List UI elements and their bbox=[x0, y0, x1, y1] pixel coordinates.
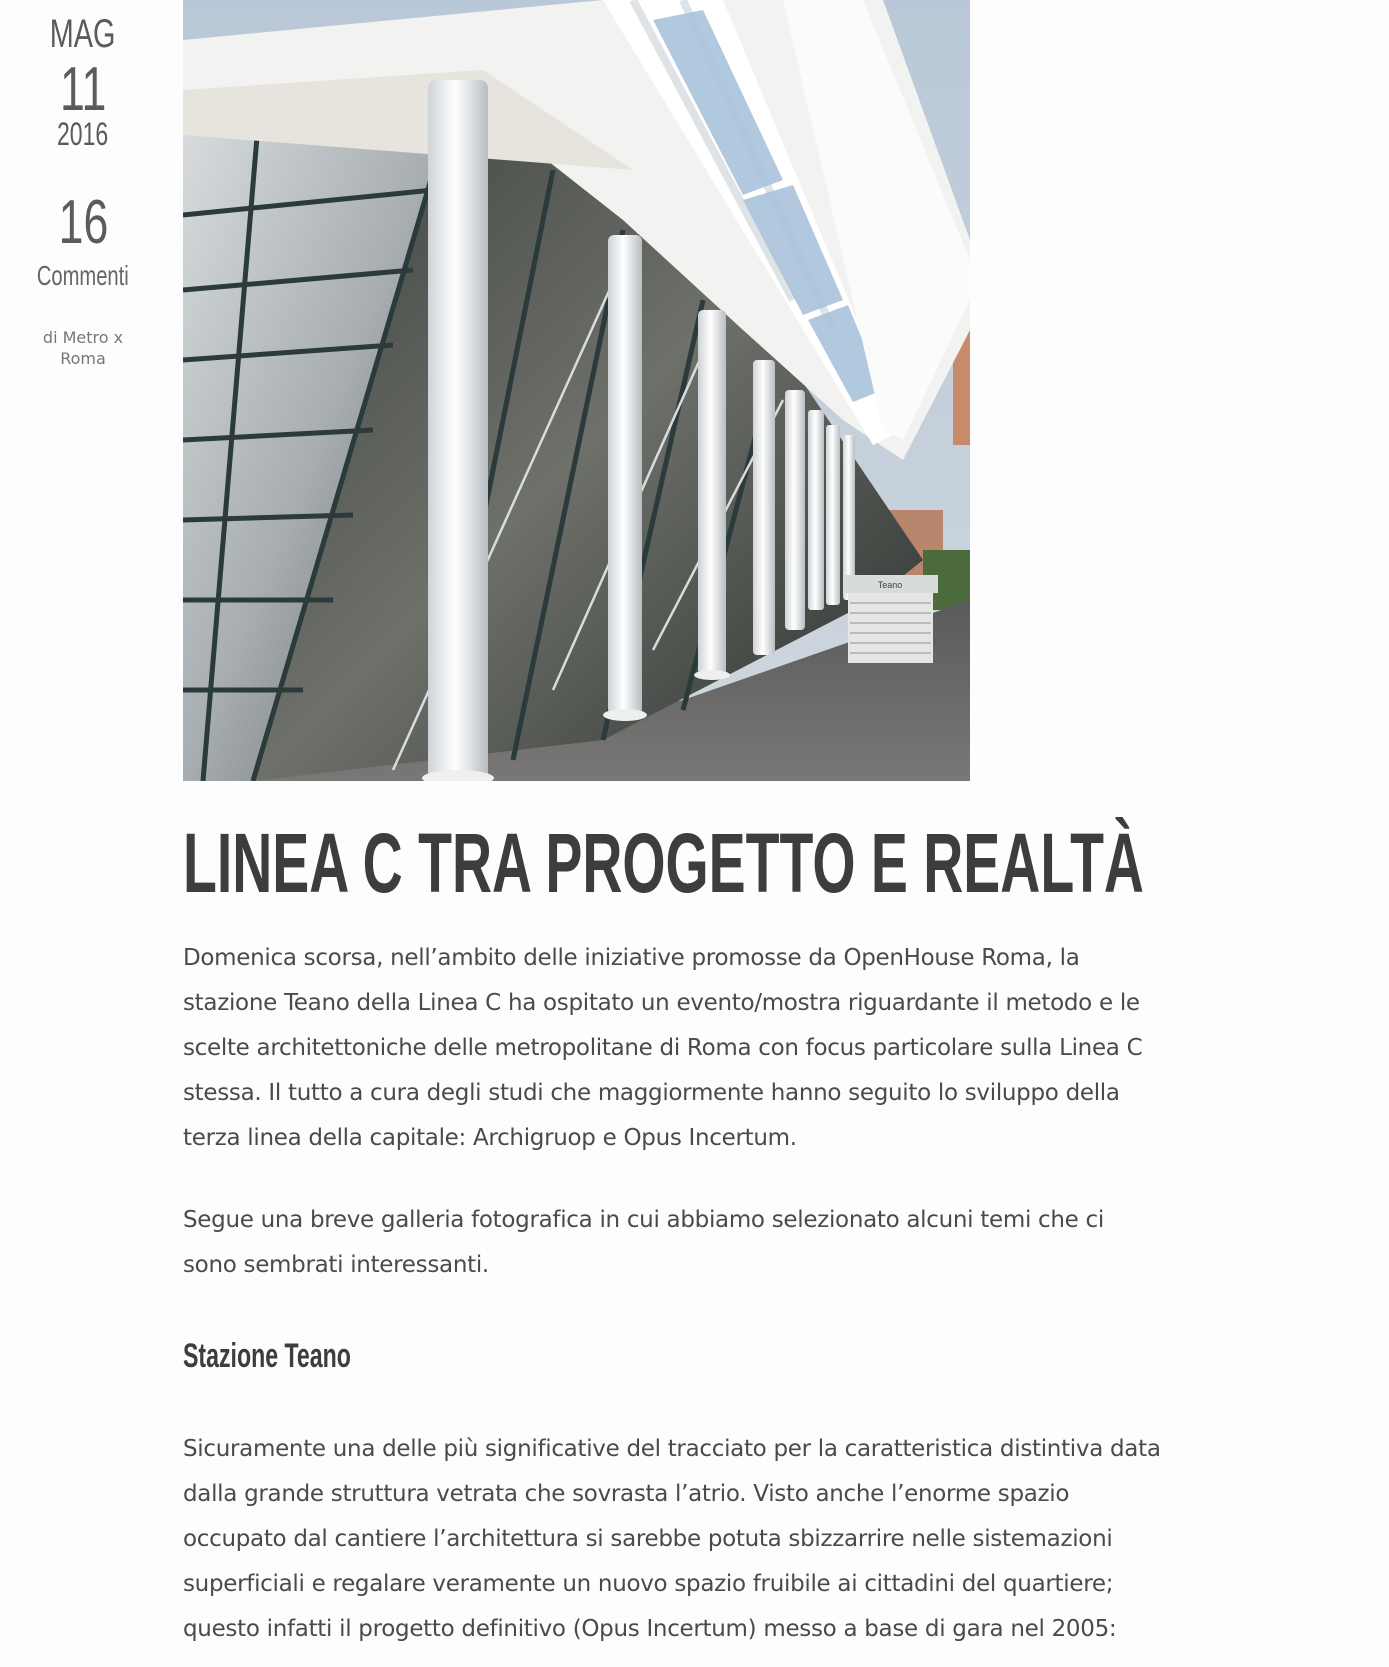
column bbox=[428, 80, 488, 781]
paragraph-line: superficiali e regalare veramente un nuovo spazio fruibile ai cittadini del quartiere; bbox=[183, 1571, 1114, 1597]
article-title[interactable]: LINEA C TRA PROGETTO E REALTÀ bbox=[183, 816, 1144, 910]
paragraph-line: sono sembrati interessanti. bbox=[183, 1252, 489, 1278]
station-sign-text: Teano bbox=[877, 580, 903, 590]
paragraph-line: terza linea della capitale: Archigruop e Opus Incertum. bbox=[183, 1125, 797, 1151]
article-paragraph-gallery bbox=[183, 1198, 1313, 1288]
post-date-year: 2016 bbox=[57, 116, 109, 152]
paragraph-line: Sicuramente una delle più significative del tracciato per la caratteristica distintiva data bbox=[183, 1436, 1161, 1462]
post-author[interactable] bbox=[30, 327, 136, 369]
author-line[interactable]: Roma bbox=[60, 349, 106, 368]
station-photo-illustration bbox=[183, 0, 970, 781]
comments-count[interactable]: 16 bbox=[58, 188, 108, 257]
post-date-day: 11 bbox=[59, 55, 107, 124]
paragraph-line: Domenica scorsa, nell’ambito delle iniziative promosse da OpenHouse Roma, la bbox=[183, 945, 1080, 971]
paragraph-line: stessa. Il tutto a cura degli studi che maggiormente hanno seguito lo sviluppo della bbox=[183, 1080, 1120, 1106]
featured-image bbox=[183, 0, 970, 781]
paragraph-line: Segue una breve galleria fotografica in cui abbiamo selezionato alcuni temi che ci bbox=[183, 1207, 1104, 1233]
article-paragraph-intro bbox=[183, 936, 1313, 1161]
section-heading-stazione-teano: Stazione Teano bbox=[183, 1337, 351, 1375]
paragraph-line: stazione Teano della Linea C ha ospitato un evento/mostra riguardante il metodo e le bbox=[183, 990, 1140, 1016]
comments-link[interactable]: Commenti bbox=[37, 260, 129, 291]
paragraph-line: occupato dal cantiere l’architettura si sarebbe potuta sbizzarrire nelle sistemazioni bbox=[183, 1526, 1113, 1552]
paragraph-line: dalla grande struttura vetrata che sovrasta l’atrio. Visto anche l’enorme spazio bbox=[183, 1481, 1070, 1507]
paragraph-line: questo infatti il progetto definitivo (Opus Incertum) messo a base di gara nel 2005: bbox=[183, 1616, 1117, 1642]
paragraph-line: scelte architettoniche delle metropolitane di Roma con focus particolare sulla Linea C bbox=[183, 1035, 1143, 1061]
article-paragraph-teano bbox=[183, 1427, 1313, 1652]
post-date-month: MAG bbox=[50, 12, 116, 56]
author-line[interactable]: di Metro x bbox=[42, 328, 124, 347]
